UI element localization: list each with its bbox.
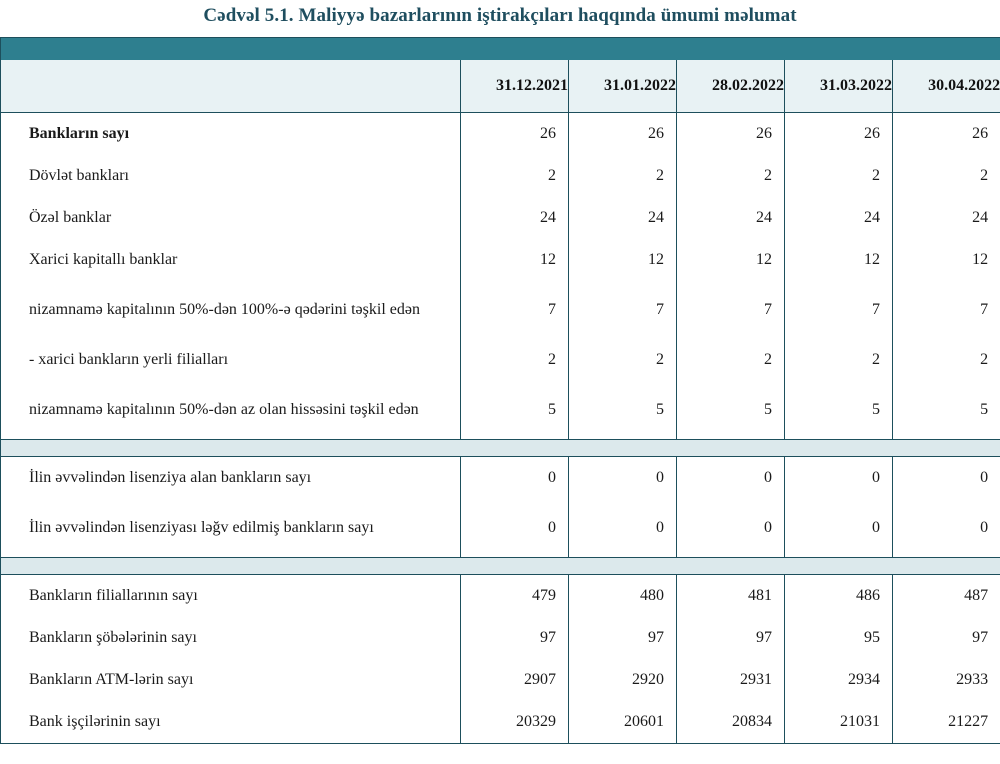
- row-value: 0: [569, 457, 677, 500]
- accent-bar-cell: [1, 38, 1000, 61]
- row-label: Bankların ATM-lərin sayı: [1, 659, 461, 701]
- row-value: 26: [893, 113, 1000, 156]
- table-row: [1, 381, 1000, 440]
- row-value: 97: [461, 617, 569, 659]
- section-separator: [1, 440, 1000, 457]
- row-value: 24: [569, 197, 677, 239]
- row-value: 20329: [461, 701, 569, 744]
- row-value: 97: [677, 617, 785, 659]
- row-label: nizamnamə kapitalının 50%-dən 100%-ə qədərini təşkil edən: [1, 281, 461, 339]
- row-value: 2: [785, 339, 893, 381]
- row-label: İlin əvvəlindən lisenziyası ləğv edilmiş bankların sayı: [1, 499, 461, 558]
- row-value: 12: [677, 239, 785, 281]
- column-header-date: 31.01.2022: [569, 60, 677, 113]
- row-value: 26: [461, 113, 569, 156]
- section-separator-cell: [1, 440, 1000, 457]
- row-value: 2: [461, 155, 569, 197]
- row-value: 0: [785, 499, 893, 558]
- row-value: 5: [461, 381, 569, 440]
- row-value: 21227: [893, 701, 1000, 744]
- row-value: 486: [785, 575, 893, 618]
- row-label: - xarici bankların yerli filialları: [1, 339, 461, 381]
- row-value: 480: [569, 575, 677, 618]
- section-separator-cell: [1, 558, 1000, 575]
- row-value: 2920: [569, 659, 677, 701]
- table-row: [1, 113, 1000, 156]
- row-value: 0: [461, 457, 569, 500]
- row-value: 7: [677, 281, 785, 339]
- column-header-date: 30.04.2022: [893, 60, 1000, 113]
- row-label: Bankların filiallarının sayı: [1, 575, 461, 618]
- row-value: 481: [677, 575, 785, 618]
- row-value: 20601: [569, 701, 677, 744]
- row-value: 7: [569, 281, 677, 339]
- row-value: 5: [677, 381, 785, 440]
- table-row: [1, 701, 1000, 744]
- row-value: 0: [569, 499, 677, 558]
- row-value: 21031: [785, 701, 893, 744]
- row-value: 2: [893, 155, 1000, 197]
- column-header-date: 31.03.2022: [785, 60, 893, 113]
- table-row: [1, 575, 1000, 618]
- row-value: 479: [461, 575, 569, 618]
- row-value: 12: [893, 239, 1000, 281]
- data-table: [0, 37, 1000, 744]
- table-row: [1, 239, 1000, 281]
- row-value: 2907: [461, 659, 569, 701]
- table-row: [1, 281, 1000, 339]
- row-value: 97: [893, 617, 1000, 659]
- row-value: 0: [677, 499, 785, 558]
- row-value: 7: [785, 281, 893, 339]
- row-value: 26: [677, 113, 785, 156]
- row-value: 2: [569, 155, 677, 197]
- row-value: 2: [785, 155, 893, 197]
- row-value: 26: [569, 113, 677, 156]
- row-label: Bank işçilərinin sayı: [1, 701, 461, 744]
- row-value: 12: [569, 239, 677, 281]
- row-value: 24: [461, 197, 569, 239]
- page-title: Cədvəl 5.1. Maliyyə bazarlarının iştirakçıları haqqında ümumi məlumat: [203, 5, 797, 26]
- table-row: [1, 155, 1000, 197]
- table-row: [1, 659, 1000, 701]
- row-value: 5: [569, 381, 677, 440]
- row-value: 12: [785, 239, 893, 281]
- row-value: 7: [893, 281, 1000, 339]
- row-label: Bankların şöbələrinin sayı: [1, 617, 461, 659]
- row-value: 2934: [785, 659, 893, 701]
- table-row: [1, 617, 1000, 659]
- row-value: 95: [785, 617, 893, 659]
- table-row: [1, 499, 1000, 558]
- row-value: 2: [569, 339, 677, 381]
- row-value: 5: [893, 381, 1000, 440]
- row-value: 2931: [677, 659, 785, 701]
- row-value: 0: [785, 457, 893, 500]
- row-value: 26: [785, 113, 893, 156]
- column-header-date: 31.12.2021: [461, 60, 569, 113]
- table-row: [1, 339, 1000, 381]
- column-header-date: 28.02.2022: [677, 60, 785, 113]
- row-value: 2: [677, 155, 785, 197]
- row-value: 20834: [677, 701, 785, 744]
- row-value: 24: [893, 197, 1000, 239]
- row-value: 0: [893, 457, 1000, 500]
- row-value: 97: [569, 617, 677, 659]
- row-value: 0: [893, 499, 1000, 558]
- row-value: 2: [893, 339, 1000, 381]
- row-value: 487: [893, 575, 1000, 618]
- table-header-row: [1, 60, 1000, 113]
- row-value: 5: [785, 381, 893, 440]
- table-row: [1, 457, 1000, 500]
- row-label: Özəl banklar: [1, 197, 461, 239]
- row-value: 24: [677, 197, 785, 239]
- section-separator: [1, 558, 1000, 575]
- row-label: Bankların sayı: [1, 113, 461, 156]
- row-value: 12: [461, 239, 569, 281]
- row-label: nizamnamə kapitalının 50%-dən az olan hissəsini təşkil edən: [1, 381, 461, 440]
- table-row: [1, 197, 1000, 239]
- row-label: Xarici kapitallı banklar: [1, 239, 461, 281]
- table-accent-bar: [1, 38, 1000, 61]
- row-label: İlin əvvəlindən lisenziya alan bankların sayı: [1, 457, 461, 500]
- row-value: 7: [461, 281, 569, 339]
- row-value: 2933: [893, 659, 1000, 701]
- row-label: Dövlət bankları: [1, 155, 461, 197]
- row-value: 0: [677, 457, 785, 500]
- row-value: 2: [461, 339, 569, 381]
- row-value: 2: [677, 339, 785, 381]
- row-value: 0: [461, 499, 569, 558]
- row-value: 24: [785, 197, 893, 239]
- column-header-label: [1, 60, 461, 113]
